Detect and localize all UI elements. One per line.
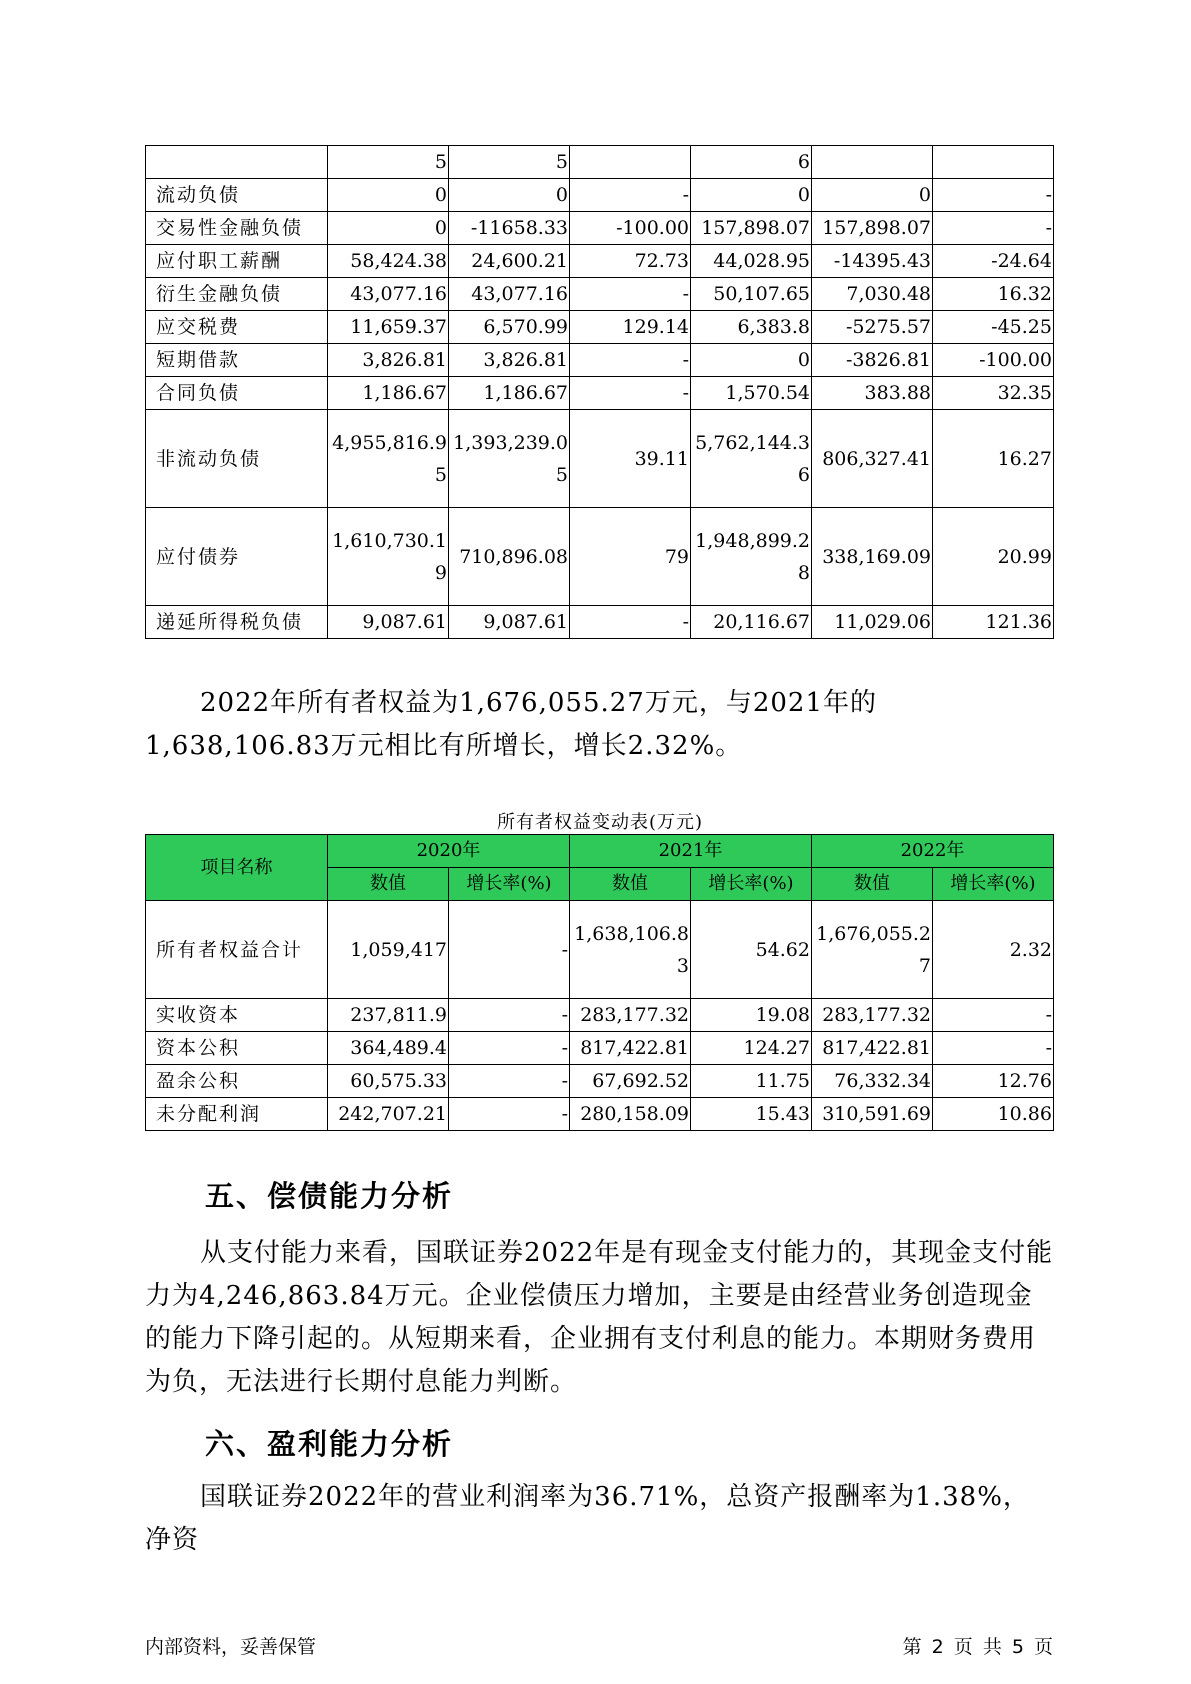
value-cell: 72.73 bbox=[570, 245, 691, 278]
value-cell: 237,811.9 bbox=[328, 999, 449, 1032]
value-cell: 11,659.37 bbox=[328, 311, 449, 344]
value-cell: 32.35 bbox=[933, 377, 1054, 410]
value-cell: 9,087.61 bbox=[328, 606, 449, 639]
value-cell: 3,826.81 bbox=[449, 344, 570, 377]
value-cell: 20,116.67 bbox=[691, 606, 812, 639]
value-cell: - bbox=[449, 999, 570, 1032]
header-value: 数值 bbox=[570, 868, 691, 901]
value-cell: 2.32 bbox=[933, 901, 1054, 999]
row-label-cell: 应付职工薪酬 bbox=[146, 245, 328, 278]
value-cell: -100.00 bbox=[933, 344, 1054, 377]
equity-table-caption: 所有者权益变动表(万元) bbox=[496, 812, 704, 833]
row-label-cell: 盈余公积 bbox=[146, 1065, 328, 1098]
value-cell: 157,898.07 bbox=[691, 212, 812, 245]
value-cell: 0 bbox=[328, 179, 449, 212]
value-cell: -24.64 bbox=[933, 245, 1054, 278]
value-cell: 0 bbox=[328, 212, 449, 245]
value-cell: 383.88 bbox=[812, 377, 933, 410]
table-row bbox=[146, 377, 1054, 410]
value-cell: - bbox=[570, 377, 691, 410]
value-cell: - bbox=[449, 1032, 570, 1065]
value-cell: 79 bbox=[570, 508, 691, 606]
value-cell: - bbox=[449, 901, 570, 999]
value-cell: 806,327.41 bbox=[812, 410, 933, 508]
value-cell: 121.36 bbox=[933, 606, 1054, 639]
value-cell: -5275.57 bbox=[812, 311, 933, 344]
header-year-2022: 2022年 bbox=[812, 835, 1054, 868]
value-cell: 50,107.65 bbox=[691, 278, 812, 311]
value-cell: 44,028.95 bbox=[691, 245, 812, 278]
value-cell bbox=[570, 146, 691, 179]
header-year-2021: 2021年 bbox=[570, 835, 812, 868]
value-cell: 0 bbox=[691, 344, 812, 377]
value-cell: 19.08 bbox=[691, 999, 812, 1032]
value-cell: 54.62 bbox=[691, 901, 812, 999]
profitability-paragraph: 国联证券2022年的营业利润率为36.71%，总资产报酬率为1.38%，净资 bbox=[145, 1482, 1030, 1555]
table-row bbox=[146, 606, 1054, 639]
row-label-cell: 非流动负债 bbox=[146, 410, 328, 508]
value-cell: 1,948,899.28 bbox=[691, 508, 812, 606]
value-cell: 60,575.33 bbox=[328, 1065, 449, 1098]
value-cell: 310,591.69 bbox=[812, 1098, 933, 1131]
header-growth: 增长率(%) bbox=[449, 868, 570, 901]
value-cell bbox=[933, 146, 1054, 179]
header-growth: 增长率(%) bbox=[933, 868, 1054, 901]
value-cell: - bbox=[570, 606, 691, 639]
value-cell: -11658.33 bbox=[449, 212, 570, 245]
value-cell: 817,422.81 bbox=[812, 1032, 933, 1065]
footer-page-number: 第 2 页 共 5 页 bbox=[902, 1636, 1055, 1658]
section-heading-profitability: 六、盈利能力分析 bbox=[205, 1427, 454, 1461]
value-cell: - bbox=[570, 278, 691, 311]
value-cell: 1,059,417 bbox=[328, 901, 449, 999]
value-cell: 5,762,144.36 bbox=[691, 410, 812, 508]
value-cell: 5 bbox=[449, 146, 570, 179]
table-row bbox=[146, 278, 1054, 311]
value-cell: 364,489.4 bbox=[328, 1032, 449, 1065]
value-cell: 16.32 bbox=[933, 278, 1054, 311]
table-row bbox=[146, 508, 1054, 606]
header-year-2020: 2020年 bbox=[328, 835, 570, 868]
value-cell bbox=[812, 146, 933, 179]
value-cell: 817,422.81 bbox=[570, 1032, 691, 1065]
value-cell: 283,177.32 bbox=[812, 999, 933, 1032]
table-row bbox=[146, 146, 1054, 179]
value-cell: 280,158.09 bbox=[570, 1098, 691, 1131]
row-label-cell: 所有者权益合计 bbox=[146, 901, 328, 999]
value-cell: 24,600.21 bbox=[449, 245, 570, 278]
table-row bbox=[146, 179, 1054, 212]
value-cell: - bbox=[570, 179, 691, 212]
value-cell: 129.14 bbox=[570, 311, 691, 344]
value-cell: 4,955,816.95 bbox=[328, 410, 449, 508]
table-row bbox=[146, 999, 1054, 1032]
equity-change-table bbox=[145, 834, 1054, 1131]
value-cell: 242,707.21 bbox=[328, 1098, 449, 1131]
value-cell: - bbox=[933, 179, 1054, 212]
value-cell: 6 bbox=[691, 146, 812, 179]
table-row bbox=[146, 344, 1054, 377]
value-cell: - bbox=[933, 999, 1054, 1032]
value-cell: 43,077.16 bbox=[449, 278, 570, 311]
row-label-cell: 交易性金融负债 bbox=[146, 212, 328, 245]
table-row bbox=[146, 1098, 1054, 1131]
liabilities-table bbox=[145, 145, 1054, 639]
value-cell: - bbox=[570, 344, 691, 377]
value-cell: 1,570.54 bbox=[691, 377, 812, 410]
value-cell: 20.99 bbox=[933, 508, 1054, 606]
solvency-paragraph: 从支付能力来看，国联证券2022年是有现金支付能力的，其现金支付能力为4,246,863.84万元。企业偿债压力增加，主要是由经营业务创造现金的能力下降引起的。从短期来看，企业拥有支付利息的能力。本期财务费用为负，无法进行长期付息能力判断。 bbox=[145, 1238, 1054, 1397]
row-label-cell: 短期借款 bbox=[146, 344, 328, 377]
header-value: 数值 bbox=[328, 868, 449, 901]
value-cell: 43,077.16 bbox=[328, 278, 449, 311]
value-cell: 1,186.67 bbox=[449, 377, 570, 410]
row-label-cell: 资本公积 bbox=[146, 1032, 328, 1065]
value-cell: 1,676,055.27 bbox=[812, 901, 933, 999]
value-cell: 15.43 bbox=[691, 1098, 812, 1131]
value-cell: 6,383.8 bbox=[691, 311, 812, 344]
value-cell: 0 bbox=[812, 179, 933, 212]
table-row bbox=[146, 1032, 1054, 1065]
value-cell: 338,169.09 bbox=[812, 508, 933, 606]
value-cell: 0 bbox=[691, 179, 812, 212]
value-cell: -100.00 bbox=[570, 212, 691, 245]
value-cell: - bbox=[449, 1098, 570, 1131]
value-cell: - bbox=[933, 1032, 1054, 1065]
header-item-name: 项目名称 bbox=[146, 835, 328, 901]
row-label-cell: 应付债券 bbox=[146, 508, 328, 606]
value-cell: 11,029.06 bbox=[812, 606, 933, 639]
value-cell: 1,393,239.05 bbox=[449, 410, 570, 508]
value-cell: 76,332.34 bbox=[812, 1065, 933, 1098]
value-cell: - bbox=[933, 212, 1054, 245]
row-label-cell: 未分配利润 bbox=[146, 1098, 328, 1131]
value-cell: 1,638,106.83 bbox=[570, 901, 691, 999]
value-cell: 124.27 bbox=[691, 1032, 812, 1065]
row-label-cell: 应交税费 bbox=[146, 311, 328, 344]
value-cell: 157,898.07 bbox=[812, 212, 933, 245]
header-growth: 增长率(%) bbox=[691, 868, 812, 901]
value-cell: - bbox=[449, 1065, 570, 1098]
row-label-cell: 实收资本 bbox=[146, 999, 328, 1032]
value-cell: -3826.81 bbox=[812, 344, 933, 377]
value-cell: 283,177.32 bbox=[570, 999, 691, 1032]
row-label-cell: 合同负债 bbox=[146, 377, 328, 410]
value-cell: 67,692.52 bbox=[570, 1065, 691, 1098]
value-cell: 11.75 bbox=[691, 1065, 812, 1098]
value-cell: 1,186.67 bbox=[328, 377, 449, 410]
value-cell: 3,826.81 bbox=[328, 344, 449, 377]
equity-summary-paragraph: 2022年所有者权益为1,676,055.27万元，与2021年的1,638,106.83万元相比有所增长，增长2.32%。 bbox=[145, 688, 878, 761]
value-cell: 12.76 bbox=[933, 1065, 1054, 1098]
header-value: 数值 bbox=[812, 868, 933, 901]
row-label-cell bbox=[146, 146, 328, 179]
value-cell: 7,030.48 bbox=[812, 278, 933, 311]
table-row bbox=[146, 212, 1054, 245]
footer-confidential-note: 内部资料，妥善保管 bbox=[145, 1636, 317, 1658]
value-cell: 39.11 bbox=[570, 410, 691, 508]
value-cell: 9,087.61 bbox=[449, 606, 570, 639]
value-cell: 58,424.38 bbox=[328, 245, 449, 278]
section-heading-solvency: 五、偿债能力分析 bbox=[205, 1179, 454, 1213]
table-row bbox=[146, 311, 1054, 344]
value-cell: 6,570.99 bbox=[449, 311, 570, 344]
value-cell: 5 bbox=[328, 146, 449, 179]
value-cell: 0 bbox=[449, 179, 570, 212]
value-cell: 16.27 bbox=[933, 410, 1054, 508]
value-cell: 10.86 bbox=[933, 1098, 1054, 1131]
value-cell: -45.25 bbox=[933, 311, 1054, 344]
table-row bbox=[146, 1065, 1054, 1098]
value-cell: 1,610,730.19 bbox=[328, 508, 449, 606]
row-label-cell: 衍生金融负债 bbox=[146, 278, 328, 311]
value-cell: 710,896.08 bbox=[449, 508, 570, 606]
table-row bbox=[146, 901, 1054, 999]
table-row bbox=[146, 410, 1054, 508]
value-cell: -14395.43 bbox=[812, 245, 933, 278]
row-label-cell: 流动负债 bbox=[146, 179, 328, 212]
row-label-cell: 递延所得税负债 bbox=[146, 606, 328, 639]
table-row bbox=[146, 245, 1054, 278]
